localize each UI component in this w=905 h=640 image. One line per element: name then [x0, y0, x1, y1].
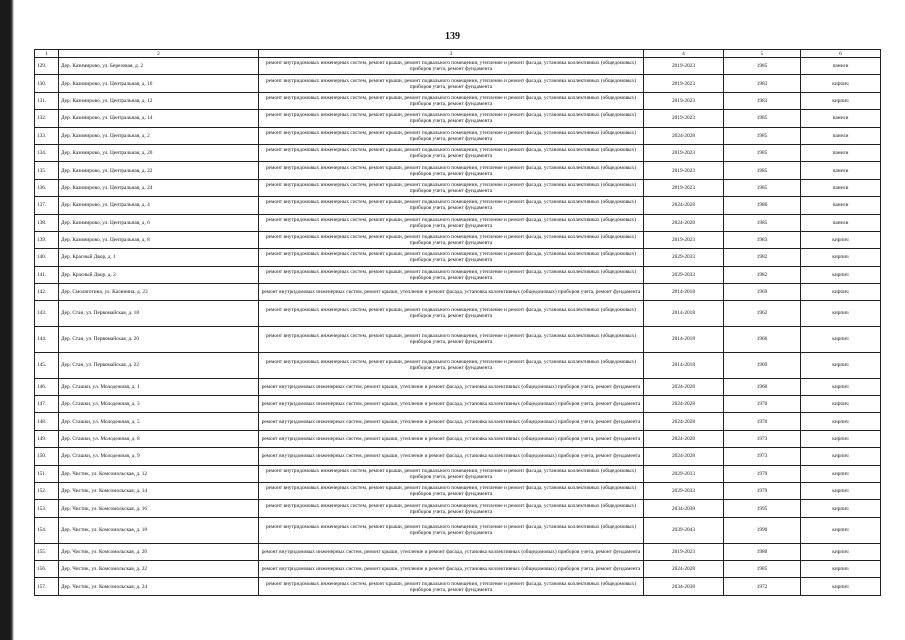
address-cell: Дер. Казимирово, ул. Центральная, д. 20 [59, 144, 259, 161]
period-cell: 2039-2043 [644, 517, 724, 543]
table-row [35, 127, 881, 144]
row-number-cell: 144. [35, 326, 59, 352]
address-cell: Дер. Красный Двор, д. 1 [59, 249, 259, 266]
row-number-cell: 146. [35, 378, 59, 395]
address-cell: Дер. Чистик, ул. Комсомольская, д. 16 [59, 500, 259, 517]
row-number-cell: 139. [35, 231, 59, 248]
table-row [35, 266, 881, 283]
row-number-cell: 140. [35, 249, 59, 266]
works-cell: ремонт внутридомовых инженерных систем, ремонт крыши, ремонт подвального помещения, утепление и ремонт фасада, установка коллективных (общедомовых) приборов учета, ремонт фундамента [259, 249, 644, 266]
wall-material-cell: кирпич [801, 92, 881, 109]
row-number-cell: 156. [35, 561, 59, 578]
address-cell: Дер. Казимирово, ул. Березовая, д. 2 [59, 58, 259, 75]
address-cell: Дер. Стан, ул. Первомайская, д. 20 [59, 326, 259, 352]
table-row [35, 162, 881, 179]
period-cell: 2024-2028 [644, 561, 724, 578]
wall-material-cell: панели [801, 197, 881, 214]
period-cell: 2024-2028 [644, 214, 724, 231]
works-cell: ремонт внутридомовых инженерных систем, ремонт крыши, ремонт подвального помещения, утепление и ремонт фасада, установка коллективных (общедомовых) приборов учета, ремонт фундамента [259, 214, 644, 231]
works-cell: ремонт внутридомовых инженерных систем, ремонт крыши, ремонт подвального помещения, утепление и ремонт фасада, установка коллективных (общедомовых) приборов учета, ремонт фундамента [259, 92, 644, 109]
wall-material-cell: кирпич [801, 465, 881, 482]
table-row [35, 395, 881, 412]
column-header: 6 [801, 50, 881, 58]
row-number-cell: 148. [35, 413, 59, 430]
period-cell: 2014-2018 [644, 300, 724, 326]
construction-year-cell: 1969 [724, 284, 801, 301]
address-cell: Дер. Казимирово, ул. Центральная, д. 10 [59, 75, 259, 92]
address-cell: Дер. Сташки, ул. Молодежная, д. 8 [59, 430, 259, 447]
works-cell: ремонт внутридомовых инженерных систем, ремонт крыши, утепление и ремонт фасада, установка коллективных (общедомовых) приборов учета, ремонт фундамента [259, 543, 644, 560]
wall-material-cell: панели [801, 127, 881, 144]
construction-year-cell: 1986 [724, 197, 801, 214]
row-number-cell: 134. [35, 144, 59, 161]
column-header: 5 [724, 50, 801, 58]
address-cell: Дер. Стан, ул. Первомайская, д. 22 [59, 352, 259, 378]
period-cell: 2014-2018 [644, 326, 724, 352]
period-cell: 2019-2023 [644, 58, 724, 75]
wall-material-cell: панели [801, 110, 881, 127]
row-number-cell: 154. [35, 517, 59, 543]
table-row [35, 352, 881, 378]
works-cell: ремонт внутридомовых инженерных систем, ремонт крыши, ремонт подвального помещения, утепление и ремонт фасада, установка коллективных (общедомовых) приборов учета, ремонт фундамента [259, 517, 644, 543]
wall-material-cell: кирпич [801, 578, 881, 595]
address-cell: Дер. Чистик, ул. Комсомольская, д. 24 [59, 578, 259, 595]
address-cell: Дер. Казимирово, ул. Центральная, д. 4 [59, 197, 259, 214]
wall-material-cell: кирпич [801, 517, 881, 543]
row-number-cell: 136. [35, 179, 59, 196]
period-cell: 2029-2033 [644, 465, 724, 482]
wall-material-cell: кирпич [801, 413, 881, 430]
works-cell: ремонт внутридомовых инженерных систем, ремонт крыши, ремонт подвального помещения, утепление и ремонт фасада, установка коллективных (общедомовых) приборов учета, ремонт фундамента [259, 127, 644, 144]
construction-year-cell: 1972 [724, 578, 801, 595]
address-cell: Дер. Смоляготина, ул. Калинина, д. 23 [59, 284, 259, 301]
address-cell: Дер. Красный Двор, д. 2 [59, 266, 259, 283]
works-cell: ремонт внутридомовых инженерных систем, ремонт крыши, ремонт подвального помещения, утепление и ремонт фасада, установка коллективных (общедомовых) приборов учета, ремонт фундамента [259, 266, 644, 283]
wall-material-cell: кирпич [801, 326, 881, 352]
table-row [35, 378, 881, 395]
works-cell: ремонт внутридомовых инженерных систем, ремонт крыши, ремонт подвального помещения, утепление и ремонт фасада, установка коллективных (общедомовых) приборов учета, ремонт фундамента [259, 500, 644, 517]
table-row [35, 500, 881, 517]
address-cell: Дер. Казимирово, ул. Центральная, д. 14 [59, 110, 259, 127]
wall-material-cell: кирпич [801, 284, 881, 301]
construction-year-cell: 1962 [724, 300, 801, 326]
works-cell: ремонт внутридомовых инженерных систем, ремонт крыши, ремонт подвального помещения, утепление и ремонт фасада, установка коллективных (общедомовых) приборов учета, ремонт фундамента [259, 75, 644, 92]
construction-year-cell: 1995 [724, 500, 801, 517]
period-cell: 2029-2033 [644, 482, 724, 499]
wall-material-cell: панели [801, 214, 881, 231]
period-cell: 2014-2018 [644, 284, 724, 301]
row-number-cell: 153. [35, 500, 59, 517]
period-cell: 2019-2023 [644, 162, 724, 179]
wall-material-cell: панели [801, 179, 881, 196]
address-cell: Дер. Казимирово, ул. Центральная, д. 2 [59, 127, 259, 144]
address-cell: Дер. Сташки, ул. Молодежная, д. 1 [59, 378, 259, 395]
address-cell: Дер. Казимирово, ул. Центральная, д. 12 [59, 92, 259, 109]
works-cell: ремонт внутридомовых инженерных систем, ремонт крыши, ремонт подвального помещения, утепление и ремонт фасада, установка коллективных (общедомовых) приборов учета, ремонт фундамента [259, 179, 644, 196]
period-cell: 2019-2023 [644, 144, 724, 161]
construction-year-cell: 1960 [724, 378, 801, 395]
works-cell: ремонт внутридомовых инженерных систем, ремонт крыши, утепление и ремонт фасада, установка коллективных (общедомовых) приборов учета, ремонт фундамента [259, 395, 644, 412]
address-cell: Дер. Сташки, ул. Молодежная, д. 5 [59, 413, 259, 430]
row-number-cell: 141. [35, 266, 59, 283]
row-number-cell: 145. [35, 352, 59, 378]
period-cell: 2024-2028 [644, 378, 724, 395]
column-header: 2 [59, 50, 259, 58]
wall-material-cell: кирпич [801, 75, 881, 92]
address-cell: Дер. Сташки, ул. Молодежная, д. 9 [59, 448, 259, 465]
row-number-cell: 132. [35, 110, 59, 127]
period-cell: 2024-2028 [644, 430, 724, 447]
construction-year-cell: 1985 [724, 214, 801, 231]
works-cell: ремонт внутридомовых инженерных систем, ремонт крыши, утепление и ремонт фасада, установка коллективных (общедомовых) приборов учета, ремонт фундамента [259, 448, 644, 465]
works-cell: ремонт внутридомовых инженерных систем, ремонт крыши, ремонт подвального помещения, утепление и ремонт фасада, установка коллективных (общедомовых) приборов учета, ремонт фундамента [259, 110, 644, 127]
table-row [35, 430, 881, 447]
wall-material-cell: кирпич [801, 500, 881, 517]
wall-material-cell: кирпич [801, 482, 881, 499]
address-cell: Дер. Казимирово, ул. Центральная, д. 8 [59, 231, 259, 248]
period-cell: 2019-2023 [644, 179, 724, 196]
table-row [35, 561, 881, 578]
period-cell: 2024-2028 [644, 197, 724, 214]
construction-year-cell: 1970 [724, 395, 801, 412]
period-cell: 2034-2038 [644, 500, 724, 517]
address-cell: Дер. Казимирово, ул. Центральная, д. 6 [59, 214, 259, 231]
row-number-cell: 138. [35, 214, 59, 231]
works-cell: ремонт внутридомовых инженерных систем, ремонт крыши, ремонт подвального помещения, утепление и ремонт фасада, установка коллективных (общедомовых) приборов учета, ремонт фундамента [259, 326, 644, 352]
works-cell: ремонт внутридомовых инженерных систем, ремонт крыши, ремонт подвального помещения, утепление и ремонт фасада, установка коллективных (общедомовых) приборов учета, ремонт фундамента [259, 482, 644, 499]
wall-material-cell: панели [801, 58, 881, 75]
period-cell: 2019-2023 [644, 75, 724, 92]
column-header: 3 [259, 50, 644, 58]
construction-year-cell: 1966 [724, 326, 801, 352]
row-number-cell: 149. [35, 430, 59, 447]
works-cell: ремонт внутридомовых инженерных систем, ремонт крыши, ремонт подвального помещения, утепление и ремонт фасада, установка коллективных (общедомовых) приборов учета, ремонт фундамента [259, 144, 644, 161]
address-cell: Дер. Чистик, ул. Комсомольская, д. 18 [59, 517, 259, 543]
row-number-cell: 130. [35, 75, 59, 92]
wall-material-cell: кирпич [801, 300, 881, 326]
address-cell: Дер. Чистик, ул. Комсомольская, д. 14 [59, 482, 259, 499]
address-cell: Дер. Чистик, ул. Комсомольская, д. 12 [59, 465, 259, 482]
table-row [35, 578, 881, 595]
table-row [35, 179, 881, 196]
works-cell: ремонт внутридомовых инженерных систем, ремонт крыши, ремонт подвального помещения, утепление и ремонт фасада, установка коллективных (общедомовых) приборов учета, ремонт фундамента [259, 578, 644, 595]
table-row [35, 249, 881, 266]
wall-material-cell: кирпич [801, 448, 881, 465]
construction-year-cell: 1985 [724, 179, 801, 196]
construction-year-cell: 1970 [724, 413, 801, 430]
address-cell: Дер. Сташки, ул. Молодежная, д. 3 [59, 395, 259, 412]
construction-year-cell: 1985 [724, 561, 801, 578]
construction-year-cell: 1985 [724, 110, 801, 127]
page-edge-shadow [0, 0, 14, 640]
table-row [35, 482, 881, 499]
table-row [35, 300, 881, 326]
construction-year-cell: 1985 [724, 127, 801, 144]
works-cell: ремонт внутридомовых инженерных систем, ремонт крыши, ремонт подвального помещения, утепление и ремонт фасада, установка коллективных (общедомовых) приборов учета, ремонт фундамента [259, 352, 644, 378]
table-row [35, 231, 881, 248]
construction-year-cell: 1990 [724, 517, 801, 543]
works-cell: ремонт внутридомовых инженерных систем, ремонт крыши, ремонт подвального помещения, утепление и ремонт фасада, установка коллективных (общедомовых) приборов учета, ремонт фундамента [259, 231, 644, 248]
construction-year-cell: 1982 [724, 266, 801, 283]
period-cell: 2024-2028 [644, 395, 724, 412]
row-number-cell: 129. [35, 58, 59, 75]
table-row [35, 58, 881, 75]
row-number-cell: 157. [35, 578, 59, 595]
wall-material-cell: кирпич [801, 231, 881, 248]
table-row [35, 448, 881, 465]
column-header: 1 [35, 50, 59, 58]
row-number-cell: 152. [35, 482, 59, 499]
works-cell: ремонт внутридомовых инженерных систем, ремонт крыши, утепление и ремонт фасада, установка коллективных (общедомовых) приборов учета, ремонт фундамента [259, 430, 644, 447]
wall-material-cell: кирпич [801, 395, 881, 412]
works-cell: ремонт внутридомовых инженерных систем, ремонт крыши, ремонт подвального помещения, утепление и ремонт фасада, установка коллективных (общедомовых) приборов учета, ремонт фундамента [259, 197, 644, 214]
construction-year-cell: 1985 [724, 162, 801, 179]
period-cell: 2034-2038 [644, 578, 724, 595]
table-row [35, 214, 881, 231]
column-number-row [35, 50, 881, 58]
wall-material-cell: кирпич [801, 352, 881, 378]
period-cell: 2019-2023 [644, 92, 724, 109]
construction-year-cell: 1980 [724, 543, 801, 560]
works-cell: ремонт внутридомовых инженерных систем, ремонт крыши, ремонт подвального помещения, утепление и ремонт фасада, установка коллективных (общедомовых) приборов учета, ремонт фундамента [259, 162, 644, 179]
construction-year-cell: 1982 [724, 249, 801, 266]
works-cell: ремонт внутридомовых инженерных систем, ремонт крыши, ремонт подвального помещения, утепление и ремонт фасада, установка коллективных (общедомовых) приборов учета, ремонт фундамента [259, 58, 644, 75]
period-cell: 2024-2028 [644, 127, 724, 144]
period-cell: 2024-2028 [644, 413, 724, 430]
period-cell: 2029-2033 [644, 266, 724, 283]
table-row [35, 517, 881, 543]
construction-year-cell: 1969 [724, 352, 801, 378]
table-row [35, 326, 881, 352]
row-number-cell: 147. [35, 395, 59, 412]
row-number-cell: 131. [35, 92, 59, 109]
period-cell: 2024-2028 [644, 448, 724, 465]
address-cell: Дер. Чистик, ул. Комсомольская, д. 20 [59, 543, 259, 560]
address-cell: Дер. Стан, ул. Первомайская, д. 18 [59, 300, 259, 326]
wall-material-cell: кирпич [801, 249, 881, 266]
table-row [35, 413, 881, 430]
construction-year-cell: 1985 [724, 144, 801, 161]
table-row [35, 75, 881, 92]
column-header: 4 [644, 50, 724, 58]
table-row [35, 284, 881, 301]
row-number-cell: 142. [35, 284, 59, 301]
works-cell: ремонт внутридомовых инженерных систем, ремонт крыши, утепление и ремонт фасада, установка коллективных (общедомовых) приборов учета, ремонт фундамента [259, 378, 644, 395]
row-number-cell: 151. [35, 465, 59, 482]
table-row [35, 144, 881, 161]
wall-material-cell: панели [801, 144, 881, 161]
wall-material-cell: панели [801, 162, 881, 179]
construction-year-cell: 1973 [724, 448, 801, 465]
address-cell: Дер. Казимирово, ул. Центральная, д. 24 [59, 179, 259, 196]
table-row [35, 197, 881, 214]
works-cell: ремонт внутридомовых инженерных систем, ремонт крыши, утепление и ремонт фасада, установка коллективных (общедомовых) приборов учета, ремонт фундамента [259, 561, 644, 578]
table-row [35, 92, 881, 109]
construction-year-cell: 1983 [724, 92, 801, 109]
row-number-cell: 155. [35, 543, 59, 560]
period-cell: 2019-2023 [644, 543, 724, 560]
works-cell: ремонт внутридомовых инженерных систем, ремонт крыши, ремонт подвального помещения, утепление и ремонт фасада, установка коллективных (общедомовых) приборов учета, ремонт фундамента [259, 465, 644, 482]
address-cell: Дер. Казимирово, ул. Центральная, д. 22 [59, 162, 259, 179]
wall-material-cell: кирпич [801, 266, 881, 283]
housing-repair-table [34, 49, 881, 596]
construction-year-cell: 1979 [724, 482, 801, 499]
wall-material-cell: кирпич [801, 378, 881, 395]
row-number-cell: 137. [35, 197, 59, 214]
works-cell: ремонт внутридомовых инженерных систем, ремонт крыши, утепление и ремонт фасада, установка коллективных (общедомовых) приборов учета, ремонт фундамента [259, 413, 644, 430]
row-number-cell: 143. [35, 300, 59, 326]
construction-year-cell: 1985 [724, 58, 801, 75]
row-number-cell: 150. [35, 448, 59, 465]
construction-year-cell: 1973 [724, 430, 801, 447]
works-cell: ремонт внутридомовых инженерных систем, ремонт крыши, ремонт подвального помещения, утепление и ремонт фасада, установка коллективных (общедомовых) приборов учета, ремонт фундамента [259, 300, 644, 326]
construction-year-cell: 1983 [724, 75, 801, 92]
table-row [35, 110, 881, 127]
table-row [35, 543, 881, 560]
period-cell: 2014-2018 [644, 352, 724, 378]
period-cell: 2019-2023 [644, 110, 724, 127]
wall-material-cell: кирпич [801, 543, 881, 560]
period-cell: 2029-2033 [644, 249, 724, 266]
row-number-cell: 135. [35, 162, 59, 179]
construction-year-cell: 1983 [724, 231, 801, 248]
table-row [35, 465, 881, 482]
row-number-cell: 133. [35, 127, 59, 144]
works-cell: ремонт внутридомовых инженерных систем, ремонт крыши, утепление и ремонт фасада, установка коллективных (общедомовых) приборов учета, ремонт фундамента [259, 284, 644, 301]
wall-material-cell: кирпич [801, 561, 881, 578]
construction-year-cell: 1979 [724, 465, 801, 482]
address-cell: Дер. Чистик, ул. Комсомольская, д. 22 [59, 561, 259, 578]
wall-material-cell: кирпич [801, 430, 881, 447]
page-number: 139 [445, 31, 460, 42]
period-cell: 2019-2023 [644, 231, 724, 248]
